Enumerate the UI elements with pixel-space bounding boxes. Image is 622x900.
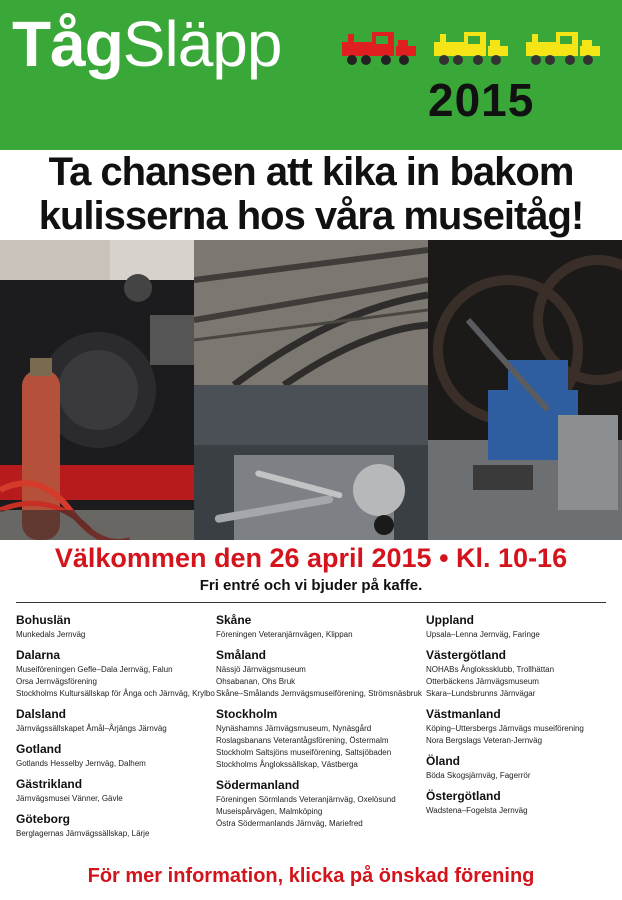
region-name: Göteborg	[16, 812, 70, 826]
region-name: Södermanland	[216, 778, 300, 792]
region-goteborg	[16, 811, 216, 840]
headline	[0, 150, 622, 240]
yellow-train-icon	[430, 24, 512, 68]
association-link[interactable]: Upsala–Lenna Jernväg, Faringe	[426, 630, 540, 639]
red-train-icon	[338, 24, 420, 68]
association-link[interactable]: Museiföreningen Gefle–Dala Jernväg, Falun	[16, 665, 173, 674]
steam-locomotive-photo	[0, 240, 194, 540]
association-link[interactable]: Järnvägsmusei Vänner, Gävle	[16, 794, 123, 803]
association-link[interactable]: Stockholms Ånglokssällskap, Västberga	[216, 760, 358, 769]
yellow-train-icon	[522, 24, 604, 68]
headline-line-1: Ta chansen att kika in bakom	[48, 150, 574, 194]
region-name: Skåne	[216, 613, 252, 627]
region-name: Bohuslän	[16, 613, 71, 627]
event-subtitle: Fri entré och vi bjuder på kaffe.	[199, 577, 423, 594]
region-oland	[426, 753, 622, 782]
region-skane	[216, 612, 416, 641]
association-link[interactable]: Östra Södermanlands Järnväg, Mariefred	[216, 819, 363, 828]
region-dalarna	[16, 647, 216, 700]
workshop-tools-photo	[194, 385, 428, 540]
region-name: Dalsland	[16, 707, 67, 721]
region-bohuslan	[16, 612, 216, 641]
region-name: Västergötland	[426, 648, 507, 662]
region-vastmanland	[426, 706, 622, 747]
divider	[16, 602, 606, 603]
association-link[interactable]: NOHABs Ånglokssklubb, Trollhättan	[426, 665, 555, 674]
region-dalsland	[16, 706, 216, 735]
association-link[interactable]: Museispårvägen, Malmköping	[216, 807, 323, 816]
association-link[interactable]: Wadstena–Fogelsta Jernväg	[426, 806, 528, 815]
header-banner	[0, 0, 622, 150]
association-link[interactable]: Gotlands Hesselby Jernväg, Dalhem	[16, 759, 146, 768]
tagslapp-logo	[12, 8, 281, 80]
region-uppland	[426, 612, 622, 641]
region-column-2	[216, 612, 422, 836]
region-name: Västmanland	[426, 707, 501, 721]
workshop-wheels-photo	[428, 240, 622, 540]
year-label: 2015	[428, 74, 535, 126]
railway-switch-photo	[194, 240, 428, 385]
region-name: Öland	[426, 754, 461, 768]
association-link[interactable]: Stockholm Saltsjöns museiförening, Saltsjöbaden	[216, 748, 392, 757]
association-link[interactable]: Otterbäckens Järnvägsmuseum	[426, 677, 539, 686]
association-link[interactable]: Berglagernas Järnvägssällskap, Lärje	[16, 829, 150, 838]
footer-info-link[interactable]: För mer information, klicka på önskad förening	[87, 865, 535, 887]
association-link[interactable]: Föreningen Sörmlands Veteranjärnväg, Oxelösund	[216, 795, 396, 804]
region-name: Småland	[216, 648, 267, 662]
photo-collage	[0, 240, 622, 540]
logo-tag: Tåg	[12, 8, 123, 80]
association-link[interactable]: Munkedals Jernväg	[16, 630, 86, 639]
region-smaland	[216, 647, 422, 700]
region-name: Stockholm	[216, 707, 278, 721]
association-link[interactable]: Böda Skogsjärnväg, Fagerrör	[426, 771, 531, 780]
logo-slapp: Släpp	[122, 8, 282, 80]
association-link[interactable]: Nynäshamns Järnvägsmuseum, Nynäsgård	[216, 724, 372, 733]
association-link[interactable]: Skåne–Smålands Jernvägsmuseiförening, Strömsnäsbruk	[216, 689, 422, 698]
association-link[interactable]: Järnvägssällskapet Åmål–Årjängs Järnväg	[16, 724, 167, 733]
headline-line-2: kulisserna hos våra museitåg!	[38, 194, 584, 238]
region-gastrikland	[16, 776, 216, 805]
region-name: Gotland	[16, 742, 62, 756]
region-ostergotland	[426, 788, 622, 817]
region-column-1	[16, 612, 216, 846]
association-link[interactable]: Ohsabanan, Ohs Bruk	[216, 677, 296, 686]
association-link[interactable]: Nässjö Järnvägsmuseum	[216, 665, 306, 674]
association-link[interactable]: Skara–Lundsbrunns Järnvägar	[426, 689, 536, 698]
region-column-3	[426, 612, 622, 823]
association-link[interactable]: Köping–Uttersbergs Järnvägs museiförening	[426, 724, 584, 733]
association-link[interactable]: Stockholms Kultursällskap för Ånga och Järnväg, Krylbo	[16, 689, 215, 698]
event-welcome: Välkommen den 26 april 2015 • Kl. 10-16	[54, 543, 568, 573]
region-name: Uppland	[426, 613, 474, 627]
association-link[interactable]: Roslagsbanans Veterantågsförening, Östermalm	[216, 736, 389, 745]
region-sodermanland	[216, 777, 416, 830]
region-stockholm	[216, 706, 416, 771]
region-name: Dalarna	[16, 648, 61, 662]
region-gotland	[16, 741, 216, 770]
association-link[interactable]: Orsa Jernvägsförening	[16, 677, 97, 686]
region-name: Östergötland	[426, 789, 501, 803]
association-link[interactable]: Föreningen Veteranjärnvägen, Klippan	[216, 630, 353, 639]
association-link[interactable]: Nora Bergslags Veteran-Jernväg	[426, 736, 543, 745]
region-vastergotland	[426, 647, 622, 700]
region-name: Gästrikland	[16, 777, 83, 791]
